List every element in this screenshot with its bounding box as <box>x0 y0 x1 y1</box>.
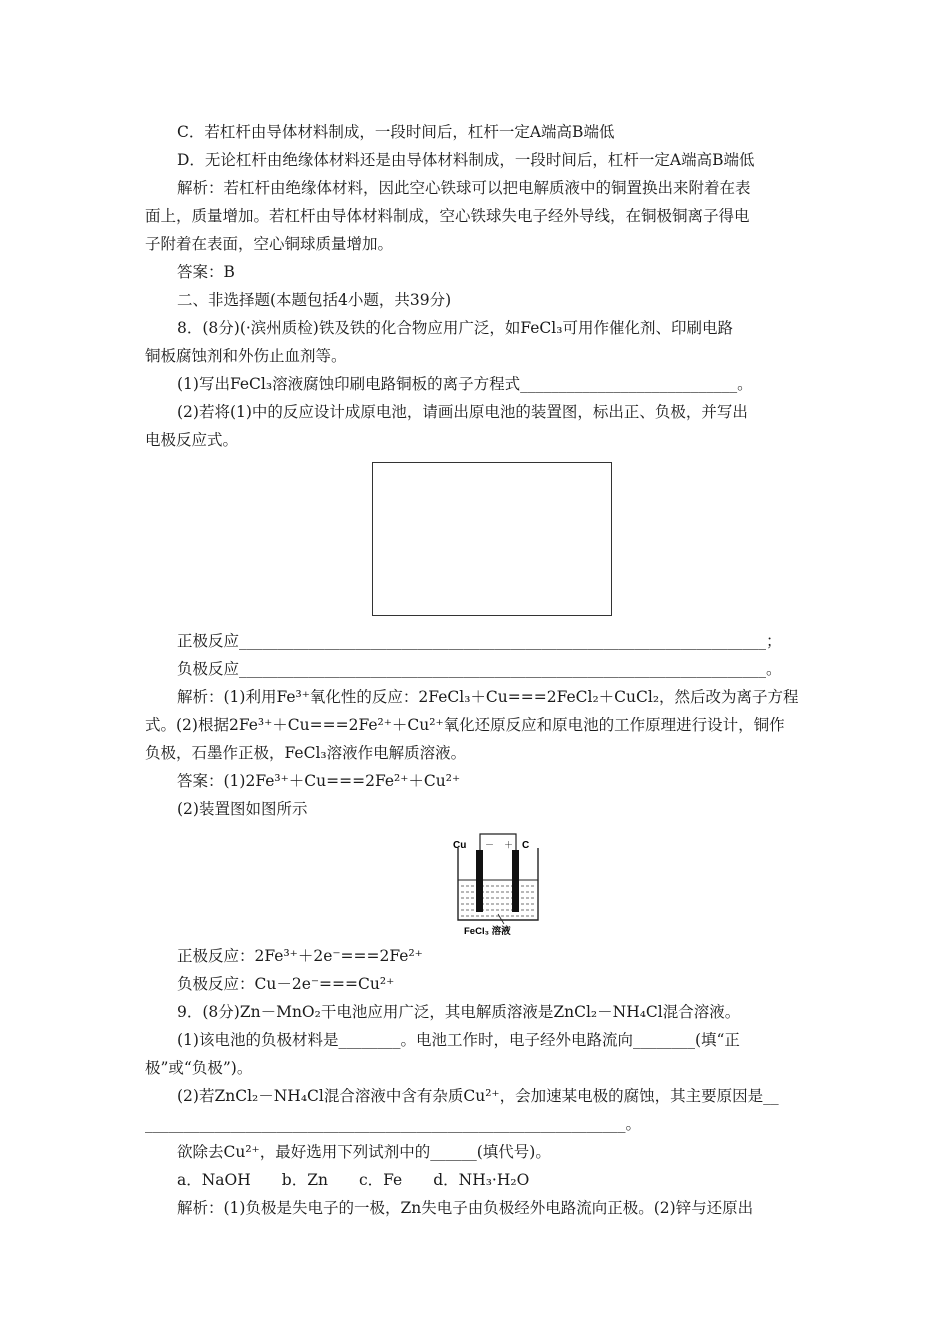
answer-8-negative: 负极反应：Cu－2e⁻===Cu²⁺ <box>177 975 395 993</box>
cu-label: Cu <box>453 840 467 851</box>
solution-label: FeCl₃ 溶液 <box>464 926 511 937</box>
analysis-8-line-1: 解析：(1)利用Fe³⁺氧化性的反应：2FeCl₃＋Cu===2FeCl₂＋CuCl₂，然后改为离子方程 <box>177 688 799 706</box>
question-8-stem-1: 8．(8分)(·滨州质检)铁及铁的化合物应用广泛，如FeCl₃可用作催化剂、印刷电路 <box>177 319 733 337</box>
analysis-7-line-2: 面上，质量增加。若杠杆由导体材料制成，空心铁球失电子经外导线，在铜极铜离子得电 <box>145 207 750 225</box>
minus-sign: － <box>485 840 495 850</box>
question-9-part-2-line-2: ______________________________________________________________。 <box>145 1115 642 1133</box>
drawing-answer-box <box>372 462 612 616</box>
question-8-part-1: (1)写出FeCl₃溶液腐蚀印刷电路铜板的离子方程式____________________________。 <box>177 375 753 393</box>
analysis-9-line-1: 解析：(1)负极是失电子的一极，Zn失电子由负极经外电路流向正极。(2)锌与还原出 <box>177 1199 754 1217</box>
question-9-stem: 9．(8分)Zn－MnO₂干电池应用广泛，其电解质溶液是ZnCl₂－NH₄Cl混合溶液。 <box>177 1003 741 1021</box>
question-8-part-2-line-2: 电极反应式。 <box>145 431 239 449</box>
answer-7: 答案：B <box>177 263 235 281</box>
copper-electrode <box>476 850 483 912</box>
analysis-7-line-1: 解析：若杠杆由绝缘体材料，因此空心铁球可以把电解质液中的铜置换出来附着在表 <box>177 179 751 197</box>
option-d: D．无论杠杆由绝缘体材料还是由导体材料制成，一段时间后，杠杆一定A端高B端低 <box>177 151 755 169</box>
answer-8-part-2: (2)装置图如图所示 <box>177 800 308 818</box>
question-9-choices: a．NaOH b．Zn c．Fe d．NH₃·H₂O <box>177 1171 530 1189</box>
analysis-8-line-2: 式。(2)根据2Fe³⁺＋Cu===2Fe²⁺＋Cu²⁺氧化还原反应和原电池的工作原理进行设计，铜作 <box>145 716 785 734</box>
negative-reaction-blank: 负极反应____________________________________________________________________。 <box>177 660 782 678</box>
analysis-7-line-3: 子附着在表面，空心铜球质量增加。 <box>145 235 394 253</box>
galvanic-cell-diagram <box>452 828 544 938</box>
positive-reaction-blank: 正极反应____________________________________________________________________； <box>177 632 782 650</box>
option-c: C．若杠杆由导体材料制成，一段时间后，杠杆一定A端高B端低 <box>177 123 615 141</box>
question-9-part-2-line-3: 欲除去Cu²⁺，最好选用下列试剂中的______(填代号)。 <box>177 1143 551 1161</box>
c-label: C <box>522 840 530 851</box>
analysis-8-line-3: 负极，石墨作正极，FeCl₃溶液作电解质溶液。 <box>145 744 467 762</box>
answer-8-part-1: 答案：(1)2Fe³⁺＋Cu===2Fe²⁺＋Cu²⁺ <box>177 772 461 790</box>
section-heading: 二、非选择题(本题包括4小题，共39分) <box>177 291 452 309</box>
plus-sign: ＋ <box>504 840 514 850</box>
question-9-part-1-line-1: (1)该电池的负极材料是________。电池工作时，电子经外电路流向________(填“正 <box>177 1031 740 1049</box>
question-9-part-1-line-2: 极”或“负极”)。 <box>145 1059 253 1077</box>
answer-8-positive: 正极反应：2Fe³⁺＋2e⁻===2Fe²⁺ <box>177 947 423 965</box>
question-8-stem-2: 铜板腐蚀剂和外伤止血剂等。 <box>145 347 347 365</box>
question-8-part-2-line-1: (2)若将(1)中的反应设计成原电池，请画出原电池的装置图，标出正、负极，并写出 <box>177 403 748 421</box>
question-9-part-2-line-1: (2)若ZnCl₂－NH₄Cl混合溶液中含有杂质Cu²⁺，会加速某电极的腐蚀，其主要原因是__ <box>177 1087 779 1105</box>
carbon-electrode <box>512 850 519 912</box>
